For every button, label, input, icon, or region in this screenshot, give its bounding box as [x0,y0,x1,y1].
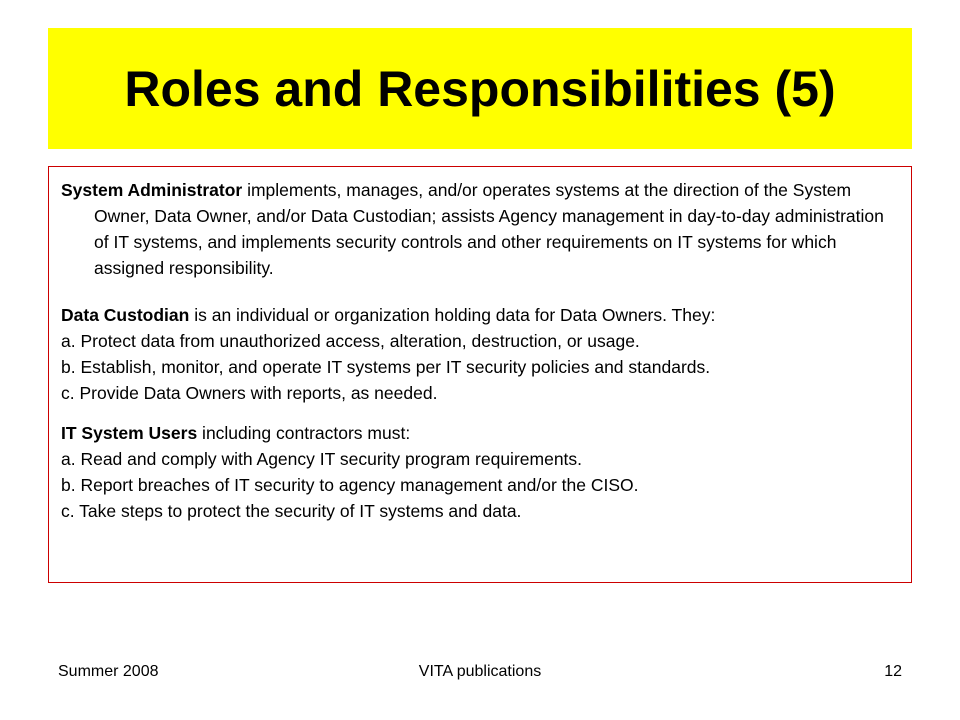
list-item: b. Report breaches of IT security to agency management and/or the CISO. [61,475,639,495]
users-text: including contractors must: [197,423,411,443]
footer-source: VITA publications [418,663,542,680]
list-item: c. Take steps to protect the security of IT systems and data. [61,501,522,521]
sysadmin-paragraph [61,177,899,281]
slide-title: Roles and Responsibilities (5) [124,60,836,117]
sysadmin-lead: System Administrator [61,180,243,200]
custodian-paragraph [61,302,899,328]
list-item: b. Establish, monitor, and operate IT systems per IT security policies and standards. [61,357,711,377]
content-box [48,166,912,583]
list-item: c. Provide Data Owners with reports, as needed. [61,383,438,403]
users-paragraph [61,420,899,446]
sysadmin-text: implements, manages, and/or operates systems at the direction of the System Owner, Data Owner, and/or Data Custodian; assists Agency management in day-to-day administration of IT systems, and implements security controls and other requirements on IT systems for which assigned responsibility. [94,180,884,278]
page-number: 12 [884,663,902,680]
footer-date: Summer 2008 [58,663,159,680]
custodian-text: is an individual or organization holding data for Data Owners. They: [189,305,716,325]
custodian-lead: Data Custodian [61,305,190,325]
title-banner [48,28,912,149]
list-item: a. Protect data from unauthorized access, alteration, destruction, or usage. [61,331,640,351]
list-item: a. Read and comply with Agency IT security program requirements. [61,449,583,469]
users-lead: IT System Users [61,423,198,443]
